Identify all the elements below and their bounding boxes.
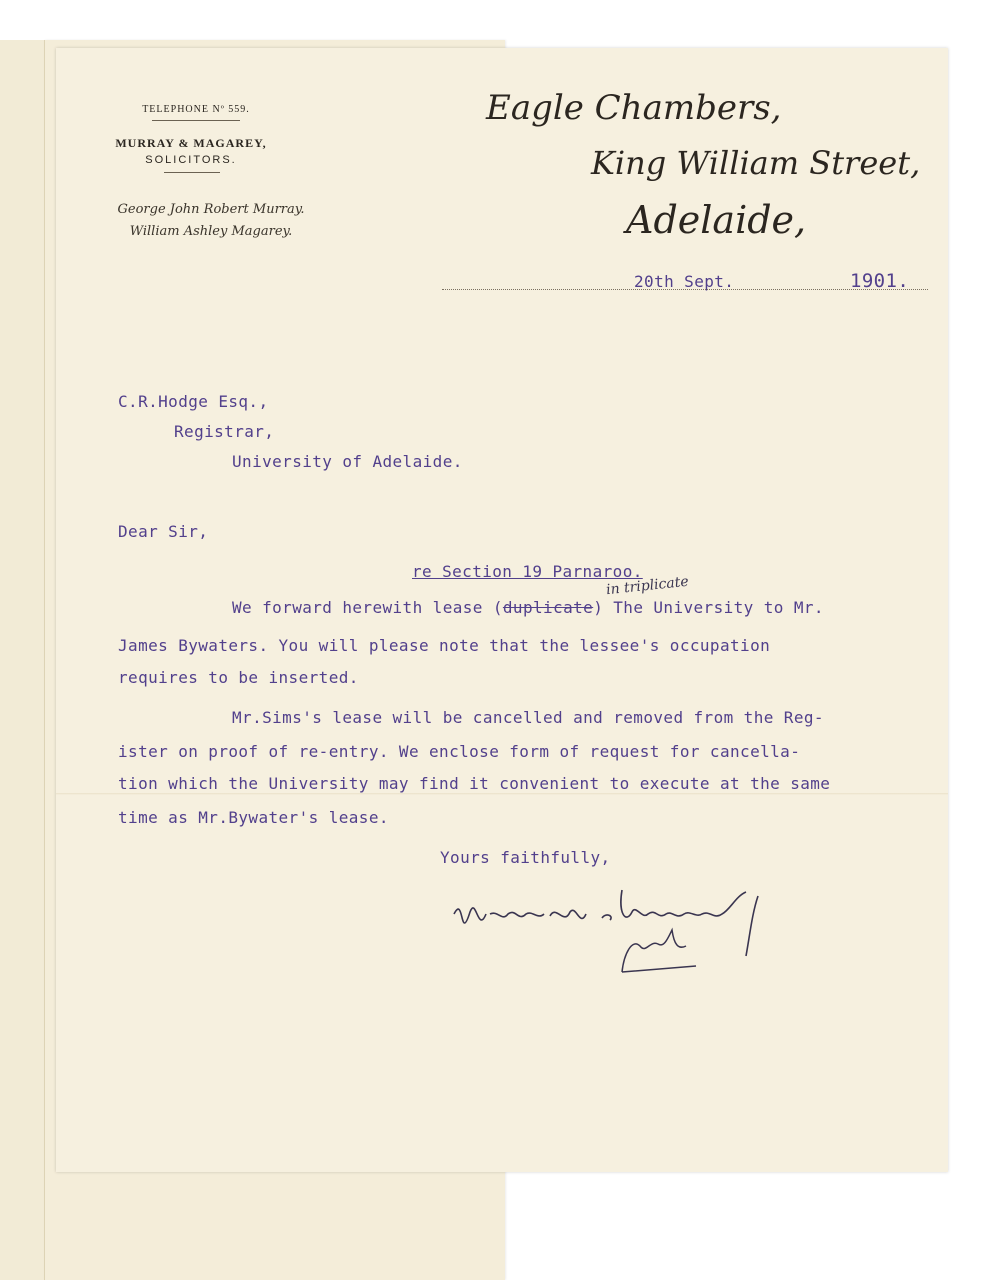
letter-sheet bbox=[56, 48, 948, 1172]
letterhead-telephone: TELEPHONE Nº 559. bbox=[142, 104, 250, 115]
signature bbox=[446, 874, 786, 974]
subject-line: re Section 19 Parnaroo. bbox=[412, 562, 643, 581]
salutation: Dear Sir, bbox=[118, 522, 209, 541]
letterhead-firm: MURRAY & MAGAREY, bbox=[115, 136, 267, 150]
letterhead-partner: William Ashley Magarey. bbox=[129, 224, 293, 239]
letterhead-partner: George John Robert Murray. bbox=[117, 202, 305, 217]
body-line: ister on proof of re-entry. We enclose form of request for cancella- bbox=[118, 742, 801, 761]
signature-initials-path bbox=[622, 930, 696, 972]
closing: Yours faithfully, bbox=[440, 848, 611, 867]
letterhead-rule bbox=[164, 172, 220, 173]
recipient-institution: University of Adelaide. bbox=[232, 452, 463, 471]
body-line bbox=[232, 598, 824, 617]
letterhead-profession: SOLICITORS. bbox=[145, 154, 237, 166]
address-line-1: Eagle Chambers, bbox=[486, 88, 782, 128]
recipient-name: C.R.Hodge Esq., bbox=[118, 392, 269, 411]
body-line: James Bywaters. You will please note that the lessee's occupation bbox=[118, 636, 771, 655]
letterhead-rule bbox=[152, 120, 240, 121]
recipient-title: Registrar, bbox=[174, 422, 275, 441]
letter-date: 20th Sept. bbox=[634, 272, 735, 291]
body-text: ) The University to Mr. bbox=[593, 598, 824, 617]
date-rule bbox=[442, 289, 928, 290]
address-line-2: King William Street, bbox=[591, 144, 921, 182]
signature-firm-path bbox=[454, 890, 758, 956]
address-line-3: Adelaide, bbox=[626, 198, 807, 242]
letter-year: 1901. bbox=[850, 270, 910, 292]
fold-crease bbox=[56, 793, 948, 795]
body-line: requires to be inserted. bbox=[118, 668, 359, 687]
body-text: We forward herewith lease ( bbox=[232, 598, 503, 617]
body-line: tion which the University may find it convenient to execute at the same bbox=[118, 774, 831, 793]
body-line: Mr.Sims's lease will be cancelled and removed from the Reg- bbox=[232, 708, 824, 727]
struck-text: duplicate bbox=[502, 598, 594, 617]
body-line: time as Mr.Bywater's lease. bbox=[118, 808, 389, 827]
back-sheet bbox=[0, 40, 45, 1280]
handwritten-insertion: in triplicate bbox=[605, 573, 690, 599]
